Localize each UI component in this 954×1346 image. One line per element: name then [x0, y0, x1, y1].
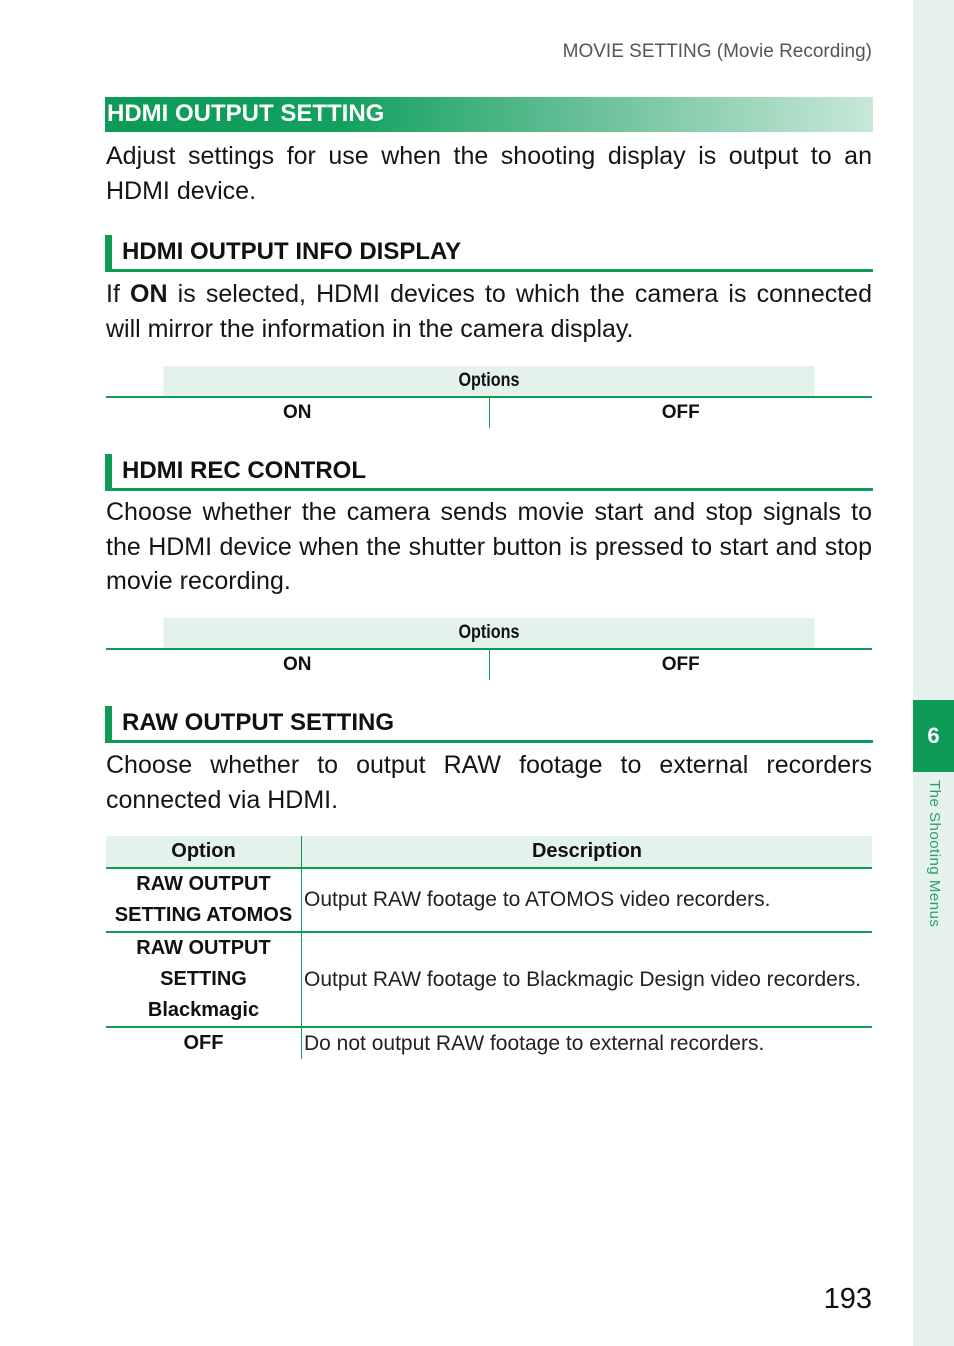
table-header-description: Description — [302, 836, 873, 868]
option-cell: OFF — [106, 1027, 302, 1059]
main-heading: HDMI OUTPUT SETTING — [105, 97, 873, 132]
options-table-info-display — [106, 366, 872, 428]
option-cell: RAW OUTPUT SETTING ATOMOS — [106, 868, 302, 932]
section-heading-raw-output-setting: RAW OUTPUT SETTING — [105, 706, 873, 743]
running-head: MOVIE SETTING (Movie Recording) — [562, 41, 872, 62]
description-cell: Do not output RAW footage to external recorders. — [304, 1031, 765, 1055]
option-on: ON — [283, 402, 312, 423]
option-off: OFF — [489, 397, 872, 428]
options-header: Options — [163, 618, 814, 649]
chapter-label: The Shooting Menus — [926, 780, 943, 928]
description-cell: Output RAW footage to ATOMOS video recorders. — [302, 868, 873, 932]
section-paragraph-rec-control: Choose whether the camera sends movie start and stop signals to the HDMI device when the shutter button is pressed to start and stop movie recording. — [106, 498, 872, 595]
table-row — [106, 868, 872, 932]
option-on: ON — [283, 654, 312, 675]
table-row — [106, 932, 872, 1027]
option-cell: RAW OUTPUT SETTING Blackmagic — [106, 932, 302, 1027]
intro-paragraph: Adjust settings for use when the shooting display is output to an HDMI device. — [106, 142, 872, 205]
section-heading-hdmi-output-info-display: HDMI OUTPUT INFO DISPLAY — [105, 235, 873, 272]
page-number: 193 — [823, 1283, 872, 1315]
options-table-rec-control — [106, 618, 872, 680]
options-header: Options — [163, 366, 814, 397]
side-strip — [913, 0, 954, 1346]
section-paragraph-info-display: If ON is selected, HDMI devices to which the camera is connected will mirror the information in the camera display. — [106, 280, 872, 343]
section-heading-hdmi-rec-control: HDMI REC CONTROL — [105, 454, 873, 491]
chapter-tab: 6 — [913, 700, 954, 772]
table-row — [106, 1027, 872, 1059]
table-header-option: Option — [106, 836, 302, 868]
section-paragraph-raw-output: Choose whether to output RAW footage to external recorders connected via HDMI. — [106, 751, 872, 814]
option-off: OFF — [489, 649, 872, 680]
raw-output-table — [106, 836, 872, 1059]
description-cell: Output RAW footage to Blackmagic Design video recorders. — [302, 932, 873, 1027]
